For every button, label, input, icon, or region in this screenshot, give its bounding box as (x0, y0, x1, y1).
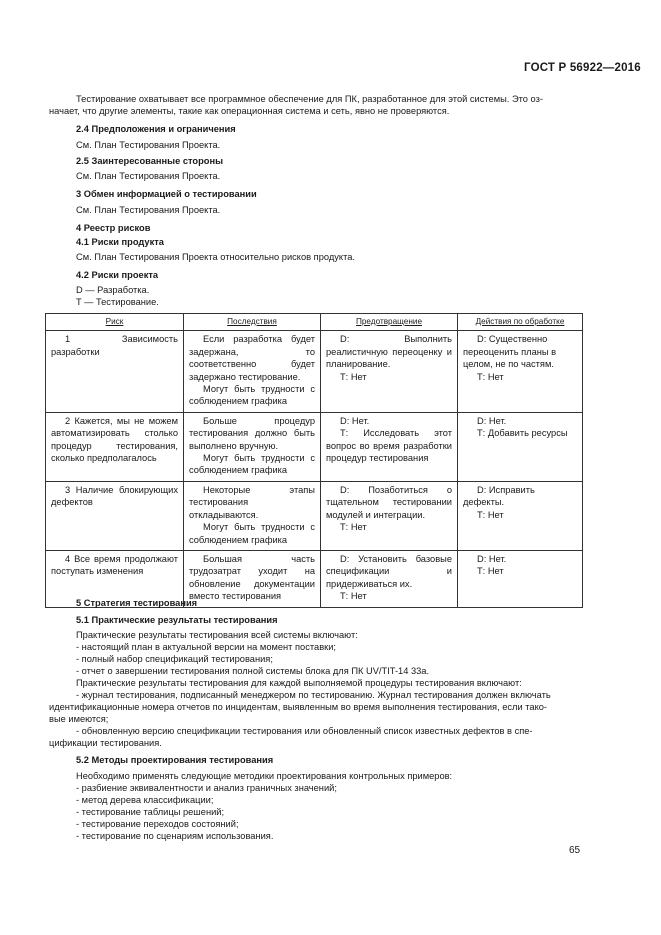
method-line: - разбиение эквивалентности и анализ граничных значений; (76, 783, 337, 793)
section-2-4-text: См. План Тестирования Проекта. (76, 140, 221, 150)
section-4-2-title: 4.2 Риски проекта (76, 270, 159, 280)
prevention-cell (321, 550, 458, 607)
section-5-1-title: 5.1 Практические результаты тестирования (76, 615, 278, 625)
s5-line: - полный набор спецификаций тестирования; (76, 654, 273, 664)
standard-number: ГОСТ Р 56922—2016 (524, 62, 641, 74)
risk-cell: 3 Наличие блокирующих дефектов (46, 481, 184, 550)
risk-cell: 1 Зависимость разработки (46, 331, 184, 412)
cell-line: Большая часть трудозатрат уходит на обновление документации вместо тестирования (189, 553, 315, 602)
col-header-risk: Риск (46, 314, 184, 331)
cell-line: Т: Нет (477, 566, 504, 577)
s5-line: - отчет о завершении тестирования полной системы блока для ПК UV/TIT-14 33a. (76, 666, 430, 676)
section-4-title: 4 Реестр рисков (76, 223, 151, 233)
intro-line-1: Тестирование охватывает все программное обеспечение для ПК, разработанное для этой системы. Это оз- (76, 94, 543, 104)
action-cell (458, 412, 583, 481)
cell-line: Могут быть трудности с соблюдением графика (189, 522, 315, 545)
action-cell (458, 331, 583, 412)
s5-line: цификации тестирования. (49, 738, 162, 748)
page-number: 65 (569, 845, 581, 856)
cell-line: Т: Нет (477, 371, 504, 382)
cell-line: D: Нет. (477, 553, 507, 564)
intro-line-2: начает, что другие элементы, такие как операционная система и сеть, явно не проверяются. (49, 106, 450, 116)
cell-line: Могут быть трудности с соблюдением графика (189, 384, 315, 407)
method-line: - тестирование по сценариям использования. (76, 831, 274, 841)
prevention-cell (321, 331, 458, 412)
method-line: - метод дерева классификации; (76, 795, 214, 805)
cell-line: D: Исправить дефекты. (463, 484, 535, 508)
cell-line: Если разработка будет задержана, то соответственно будет задержано тестирование. (189, 334, 315, 382)
col-header-prevention: Предотвращение (321, 314, 458, 331)
consequence-cell (184, 481, 321, 550)
s5-line: Практические результаты тестирования всей системы включают: (76, 630, 358, 640)
section-5-2-title: 5.2 Методы проектирования тестирования (76, 755, 274, 765)
cell-line: Могут быть трудности с соблюдением графика (189, 453, 315, 476)
method-line: - тестирование переходов состояний; (76, 819, 239, 829)
cell-line: D: Установить базовые спецификации и придерживаться их. (326, 553, 452, 589)
consequence-cell (184, 331, 321, 412)
cell-line: Т: Нет (340, 591, 367, 602)
cell-line: D: Выполнить реалистичную переоценку и планирование. (326, 334, 452, 370)
s5-line: идентификационные номера отчетов по инцидентам, выявленным во время выполнения тестирования, если тако- (49, 702, 548, 712)
action-cell (458, 481, 583, 550)
consequence-cell (184, 550, 321, 607)
prevention-cell (321, 481, 458, 550)
consequence-cell (184, 412, 321, 481)
prevention-cell (321, 412, 458, 481)
table-row (46, 331, 583, 412)
risk-table-header (46, 314, 583, 331)
cell-line: Больше процедур тестирования должно быть выполнено вручную. (189, 415, 315, 451)
risk-table (45, 313, 583, 608)
section-5-title: 5 Стратегия тестирования (76, 598, 198, 608)
section-4-1-title: 4.1 Риски продукта (76, 237, 164, 247)
s5-line: Практические результаты тестирования для каждой выполняемой процедуры тестирования включают: (76, 678, 522, 688)
cell-line: D: Позаботиться о тщательном тестировании модулей и интеграции. (326, 484, 452, 520)
cell-line: D: Существенно переоценить планы в целом, не по частям. (463, 334, 557, 370)
legend-t: T — Тестирование. (76, 297, 159, 307)
section-3-title: 3 Обмен информацией о тестировании (76, 189, 257, 199)
legend-d: D — Разработка. (76, 285, 150, 295)
section-2-4-title: 2.4 Предположения и ограничения (76, 124, 236, 134)
section-2-5-text: См. План Тестирования Проекта. (76, 171, 221, 181)
s5-line: вые имеются; (49, 714, 109, 724)
cell-line: D: Нет. (340, 415, 370, 426)
risk-cell: 4 Все время продолжают поступать изменения (46, 550, 184, 607)
s5-line: - обновленную версию спецификации тестирования или обновленный список известных дефектов в спе- (76, 726, 533, 736)
action-cell (458, 550, 583, 607)
cell-line: Т: Исследовать этот вопрос во время разработки процедур тестирования (326, 428, 452, 464)
cell-line: Т: Нет (340, 522, 367, 533)
risk-cell: 2 Кажется, мы не можем автоматизировать столько процедур тестирования, сколько предполагалось (46, 412, 184, 481)
section-3-text: См. План Тестирования Проекта. (76, 205, 221, 215)
table-row (46, 481, 583, 550)
cell-line: Некоторые этапы тестирования откладываются. (189, 484, 315, 520)
method-line: - тестирование таблицы решений; (76, 807, 225, 817)
table-row (46, 412, 583, 481)
cell-line: Т: Нет (340, 371, 367, 382)
col-header-action: Действия по обработке (458, 314, 583, 331)
cell-line: Т: Нет (477, 509, 504, 520)
section-2-5-title: 2.5 Заинтересованные стороны (76, 156, 224, 166)
s5-line: - настоящий план в актуальной версии на момент поставки; (76, 642, 336, 652)
method-line: Необходимо применять следующие методики проектирования контрольных примеров: (76, 771, 453, 781)
col-header-consequence: Последствия (184, 314, 321, 331)
section-4-1-text: См. План Тестирования Проекта относительно рисков продукта. (76, 252, 355, 262)
cell-line: Т: Добавить ресурсы (477, 428, 568, 439)
cell-line: D: Нет. (477, 415, 507, 426)
s5-line: - журнал тестирования, подписанный менеджером по тестированию. Журнал тестирования должен включать (76, 690, 551, 700)
